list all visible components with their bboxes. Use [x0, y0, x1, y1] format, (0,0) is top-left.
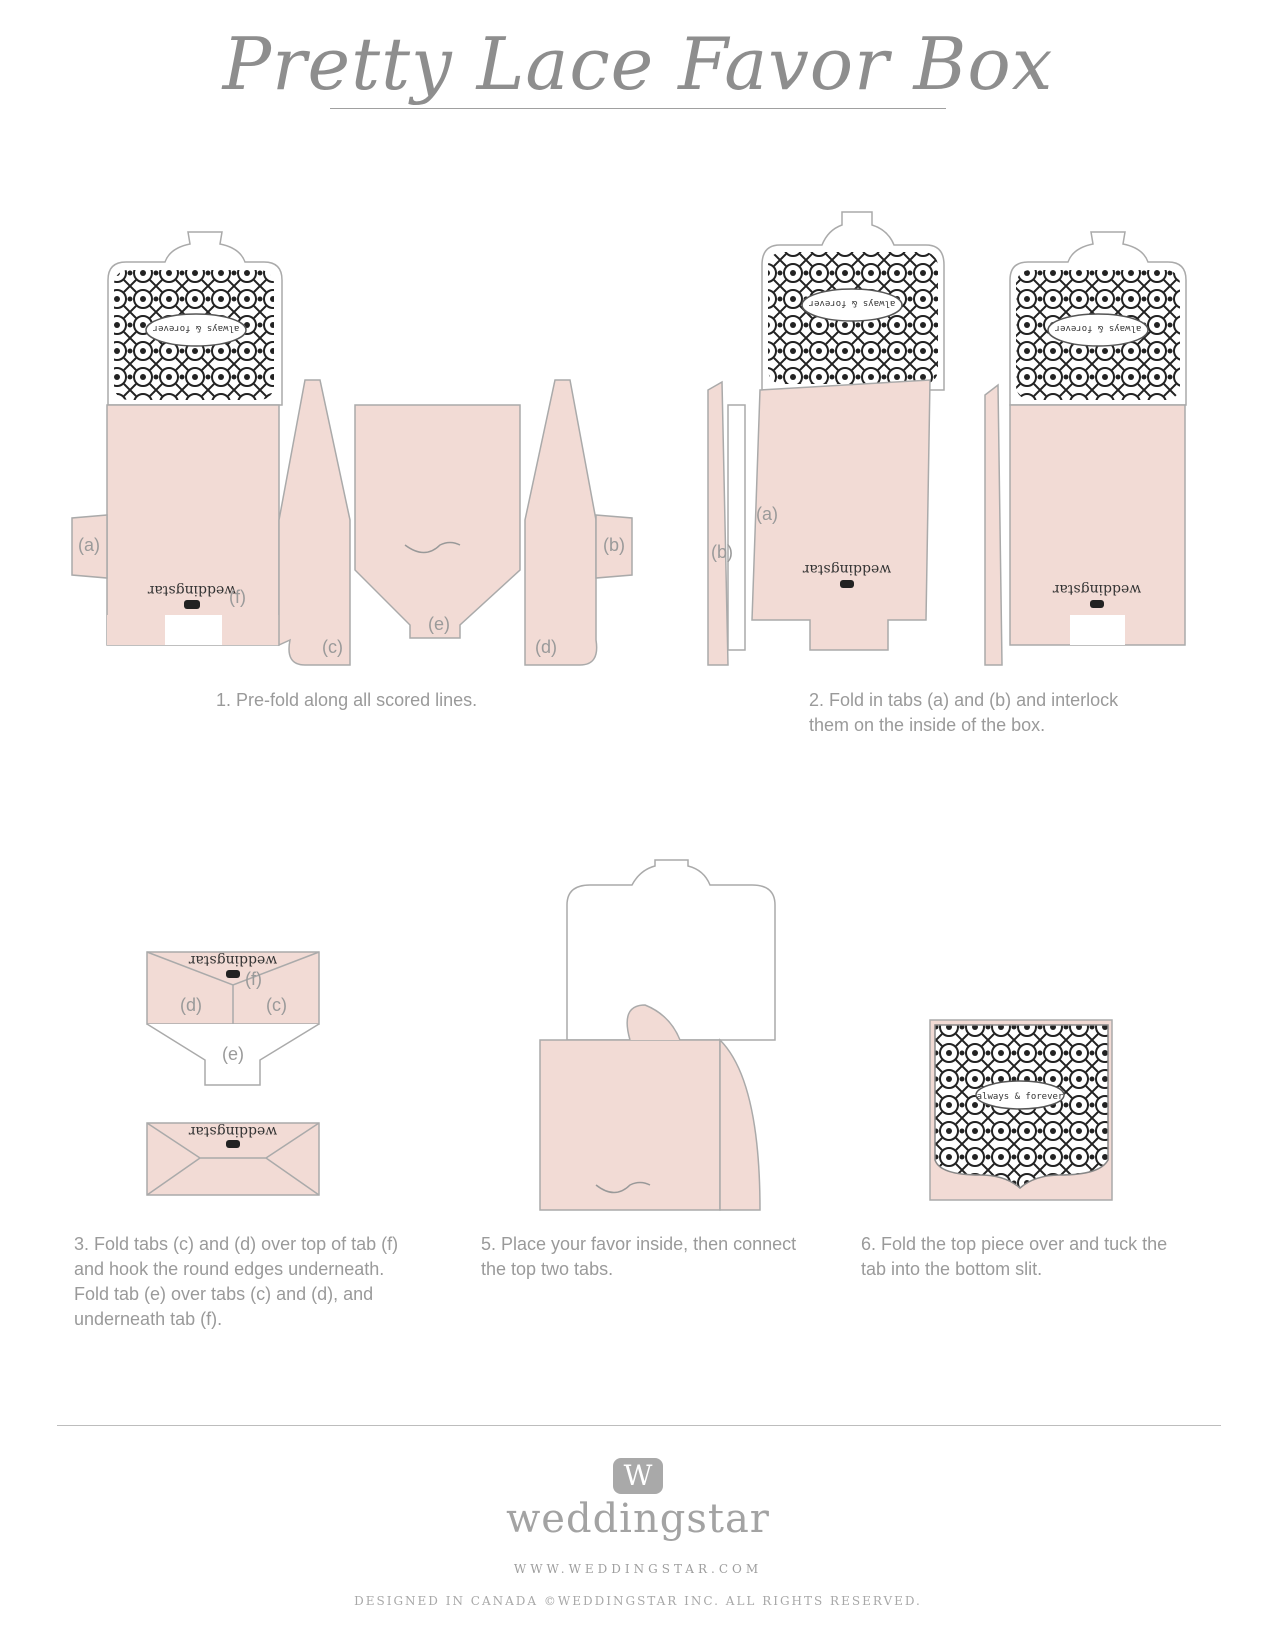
tab-d-label: (d) — [535, 637, 557, 657]
tab-a-label-step2: (a) — [756, 504, 778, 524]
step-6-line: 6. Fold the top piece over and tuck the — [861, 1234, 1168, 1254]
tab-f-label-step3: (f) — [245, 969, 262, 989]
tab-a-label: (a) — [78, 535, 100, 555]
motto-step6: always & forever — [976, 1092, 1064, 1102]
step-3-line: and hook the round edges underneath. — [74, 1259, 385, 1279]
tab-b-label-step2: (b) — [711, 542, 733, 562]
step-5-line: 5. Place your favor inside, then connect — [481, 1234, 797, 1254]
tab-e-label-step3: (e) — [222, 1044, 244, 1064]
step-5-text — [481, 1232, 796, 1282]
footer-brand: weddingstar — [506, 1496, 770, 1542]
brand-print-step3b: weddingstar — [188, 1123, 278, 1139]
brand-print-step2b: weddingstar — [1052, 581, 1142, 597]
step-2-line: 2. Fold in tabs (a) and (b) and interlock — [809, 690, 1119, 710]
footer-url[interactable]: WWW.WEDDINGSTAR.COM — [513, 1562, 763, 1576]
tab-f-label: (f) — [229, 587, 246, 607]
tab-b-label: (b) — [603, 535, 625, 555]
motto-step1: always & forever — [152, 323, 240, 333]
tab-d-label-step3: (d) — [180, 995, 202, 1015]
step-5-line: the top two tabs. — [481, 1259, 614, 1279]
step-2-line: them on the inside of the box. — [809, 715, 1046, 735]
step-3-line: Fold tab (e) over tabs (c) and (d), and — [74, 1284, 374, 1304]
step6-view — [930, 1020, 1112, 1200]
brand-print-step3a: weddingstar — [188, 952, 278, 968]
footer-copyright: DESIGNED IN CANADA ©WEDDINGSTAR INC. ALL RIGHTS RESERVED. — [354, 1594, 922, 1608]
step-6-line: tab into the bottom slit. — [861, 1259, 1043, 1279]
step-3-line: underneath tab (f). — [74, 1309, 223, 1329]
step-3-line: 3. Fold tabs (c) and (d) over top of tab (f) — [74, 1234, 399, 1254]
weddingstar-logo-icon: W — [613, 1458, 663, 1494]
tab-e-label: (e) — [428, 614, 450, 634]
brand-print-step2a: weddingstar — [802, 561, 892, 577]
step1-template — [72, 232, 632, 665]
tab-c-label: (c) — [322, 637, 343, 657]
footer-divider — [57, 1425, 1221, 1426]
brand-print-step1: weddingstar — [147, 582, 237, 598]
step-6-text — [861, 1232, 1167, 1282]
step3-views — [147, 952, 319, 1195]
page-title: Pretty Lace Favor Box — [222, 22, 1054, 106]
step-3-text — [74, 1232, 398, 1332]
motto-step2a: always & forever — [808, 298, 896, 308]
motto-step2b: always & forever — [1054, 323, 1142, 333]
step-2-text — [809, 688, 1118, 738]
step-1-text: 1. Pre-fold along all scored lines. — [216, 690, 478, 710]
tab-c-label-step3: (c) — [266, 995, 287, 1015]
step5-view — [540, 860, 775, 1210]
